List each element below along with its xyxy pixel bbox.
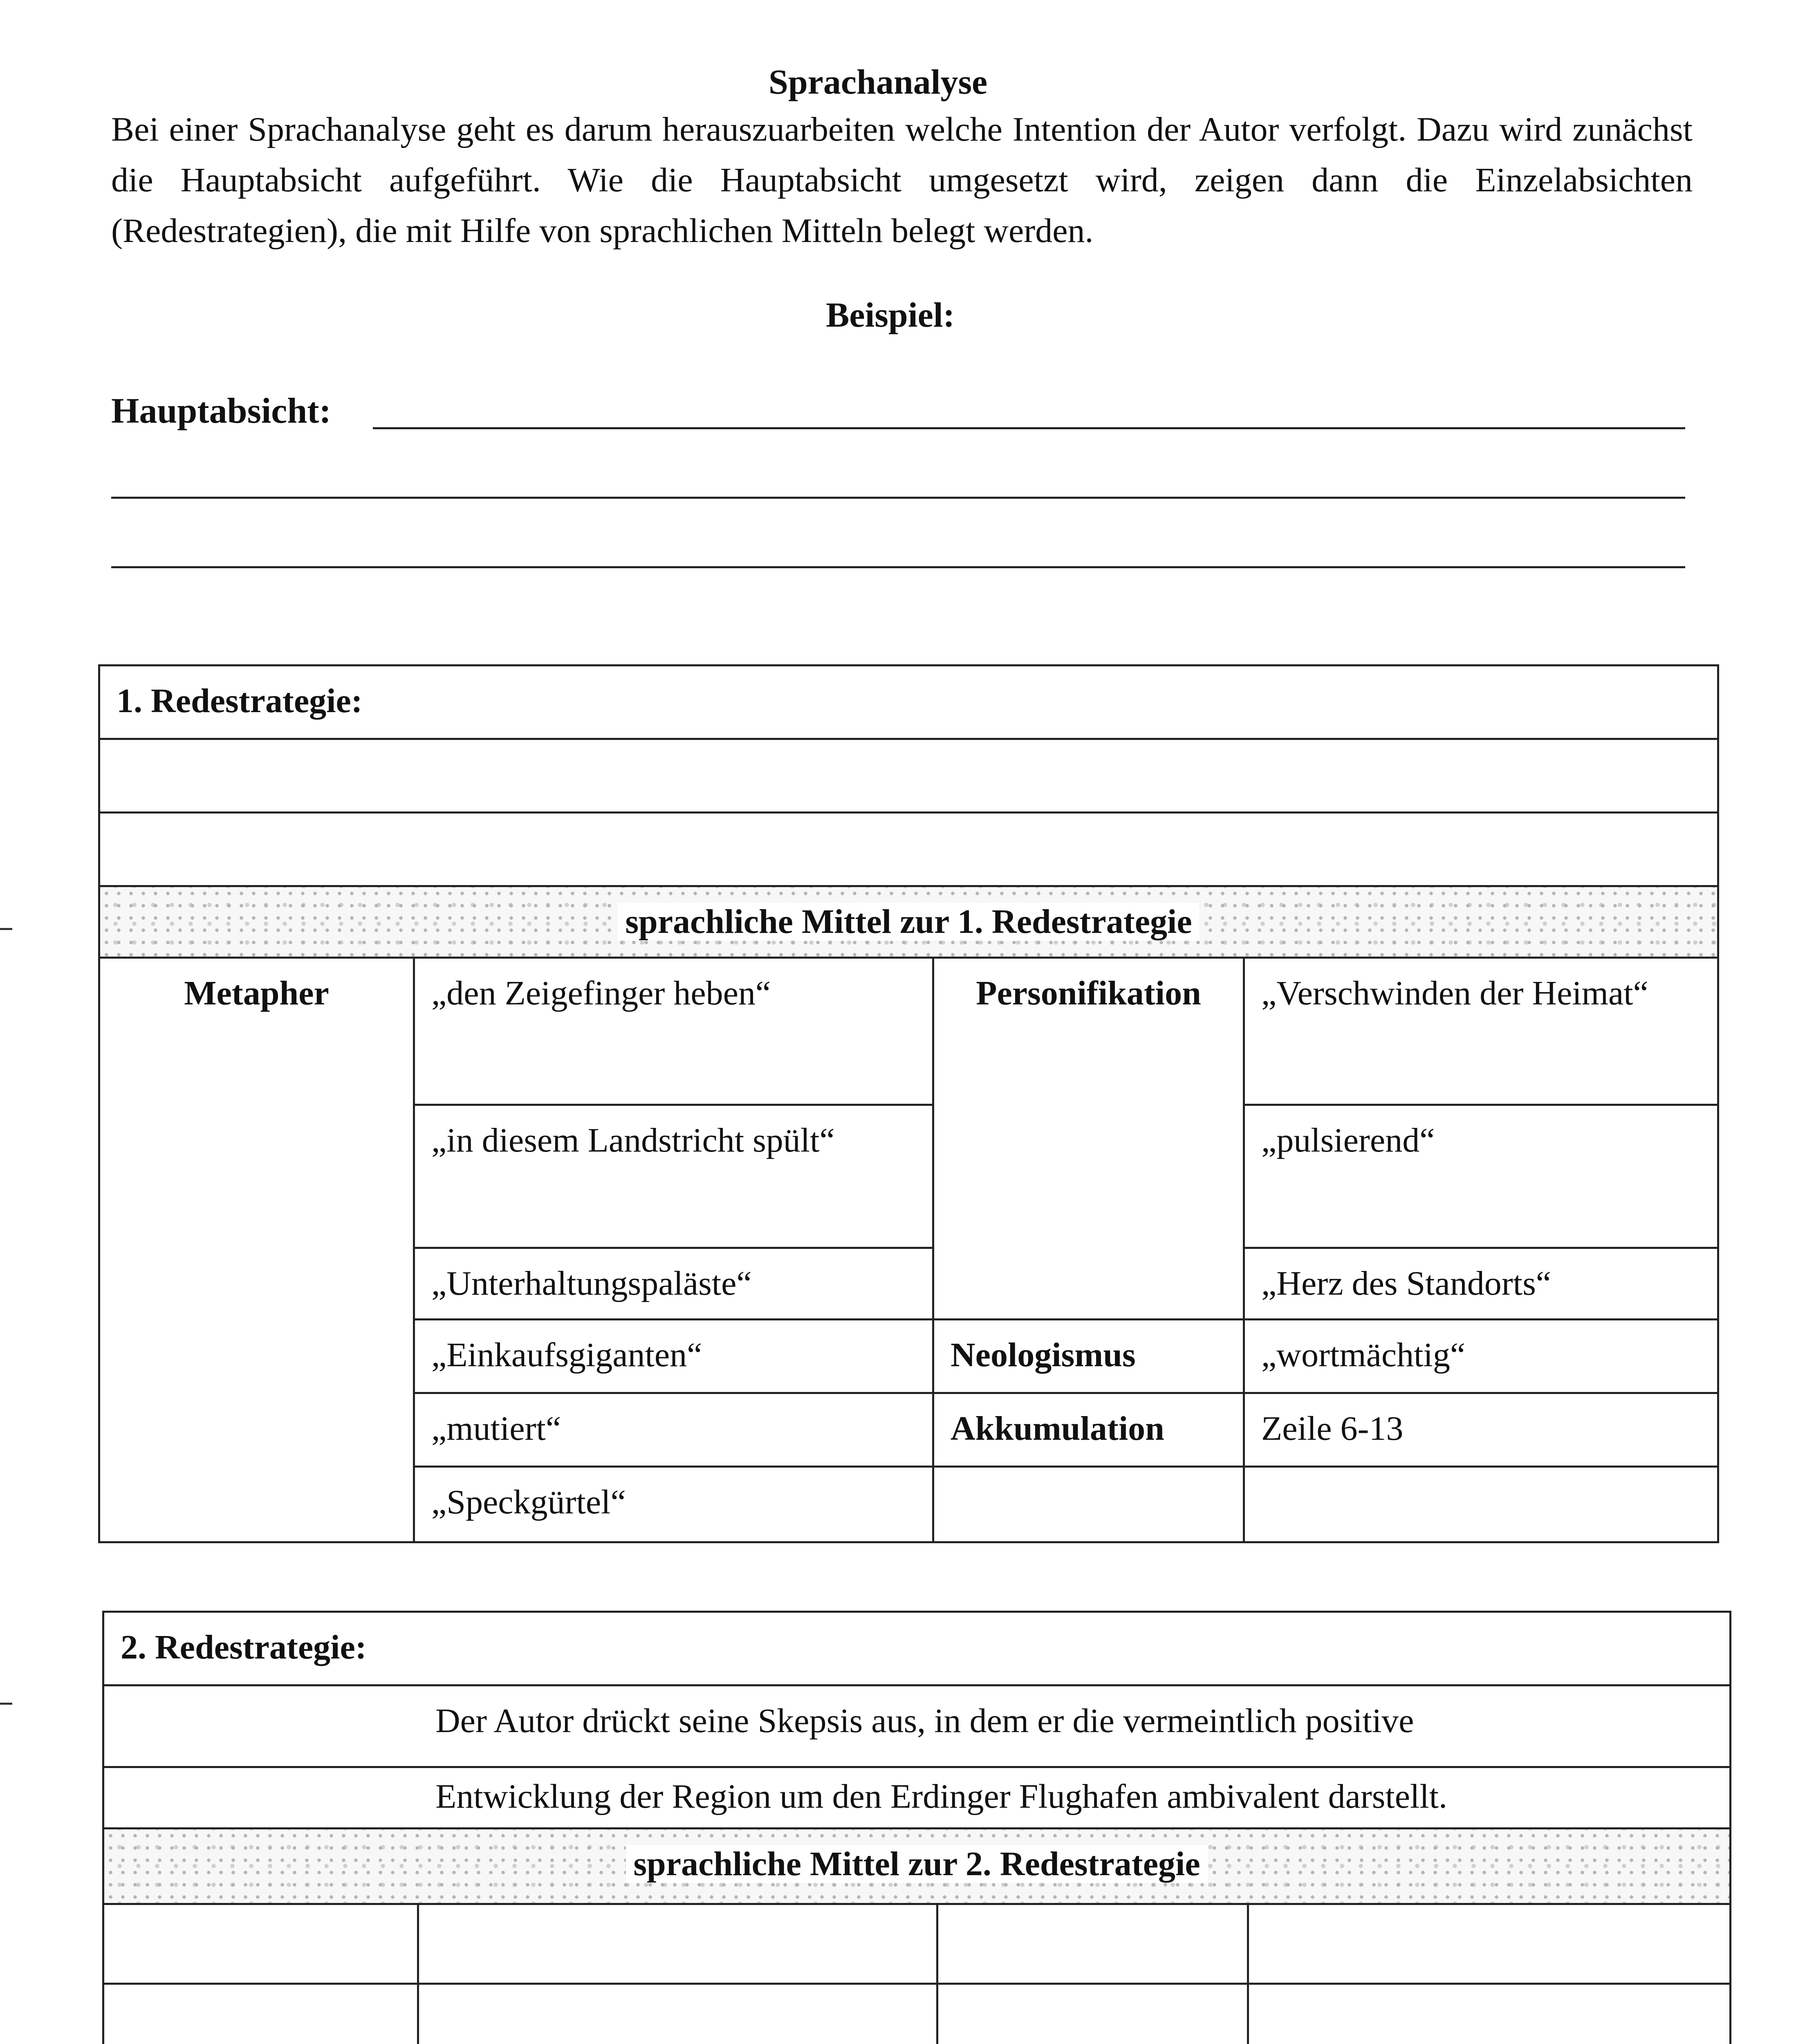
hauptabsicht-label: Hauptabsicht:: [111, 391, 331, 431]
answer-cell[interactable]: [1244, 1467, 1718, 1542]
table-cell: „den Zeigefinger heben“: [414, 958, 933, 1105]
answer-cell[interactable]: [418, 1984, 937, 2044]
hauptabsicht-answer-line-1[interactable]: [373, 427, 1685, 429]
answer-row[interactable]: [99, 813, 1718, 886]
table-cell: „wortmächtig“: [1244, 1320, 1718, 1393]
table-cell: „Verschwinden der Heimat“: [1244, 958, 1718, 1105]
margin-mark: [0, 1703, 12, 1705]
answer-row[interactable]: [99, 739, 1718, 813]
table-cell: „Speckgürtel“: [414, 1467, 933, 1542]
table-cell: Zeile 6-13: [1244, 1393, 1718, 1467]
hauptabsicht-answer-line-2[interactable]: [111, 497, 1685, 499]
table-cell: „mutiert“: [414, 1393, 933, 1467]
table-cell: „in diesem Landstricht spült“: [414, 1105, 933, 1248]
intro-paragraph: Bei einer Sprachanalyse geht es darum herauszuarbeiten welche Intention der Autor verfolgt. Dazu wird zunächst die Hauptabsicht aufgeführt. Wie die Hauptabsicht umgesetzt wird, zeigen dann die Einzelabsichten (Redestrategien), die mit Hilfe von sprachlichen Mitteln belegt werden.: [111, 110, 1693, 250]
answer-cell[interactable]: [1248, 1984, 1731, 2044]
table-cell: „Unterhaltungspaläste“: [414, 1248, 933, 1320]
band-label: sprachliche Mittel zur 1. Redestrategie: [618, 903, 1199, 941]
sprachliche-mittel-band-1: [99, 886, 1718, 958]
answer-cell[interactable]: [418, 1904, 937, 1984]
redestrategie-2-text-line-1: Der Autor drückt seine Skepsis aus, in dem er die vermeintlich positive: [103, 1685, 1731, 1767]
neologismus-label: Neologismus: [933, 1320, 1244, 1393]
redestrategie-2-heading: 2. Redestrategie:: [103, 1612, 1731, 1685]
redestrategie-1-heading: 1. Redestrategie:: [99, 666, 1718, 739]
table-cell: „pulsierend“: [1244, 1105, 1718, 1248]
answer-cell[interactable]: [937, 1984, 1248, 2044]
answer-cell[interactable]: [1248, 1904, 1731, 1984]
answer-cell[interactable]: [937, 1904, 1248, 1984]
beispiel-heading: Beispiel:: [826, 295, 955, 334]
personifikation-label: Personifikation: [933, 958, 1244, 1320]
redestrategie-2-text-line-2: Entwicklung der Region um den Erdinger Flughafen ambivalent darstellt.: [103, 1767, 1731, 1829]
answer-cell[interactable]: [103, 1904, 418, 1984]
page-title: Sprachanalyse: [769, 62, 988, 101]
metapher-label: Metapher: [99, 958, 414, 1542]
table-redestrategie-1: [98, 664, 1719, 1543]
margin-mark: [0, 928, 12, 930]
table-cell: „Einkaufsgiganten“: [414, 1320, 933, 1393]
answer-cell[interactable]: [103, 1984, 418, 2044]
akkumulation-label: Akkumulation: [933, 1393, 1244, 1467]
sprachliche-mittel-band-2: [103, 1829, 1731, 1904]
hauptabsicht-answer-line-3[interactable]: [111, 566, 1685, 568]
table-redestrategie-2: [102, 1611, 1731, 2044]
table-cell: „Herz des Standorts“: [1244, 1248, 1718, 1320]
band-label: sprachliche Mittel zur 2. Redestrategie: [626, 1845, 1207, 1883]
answer-cell[interactable]: [933, 1467, 1244, 1542]
